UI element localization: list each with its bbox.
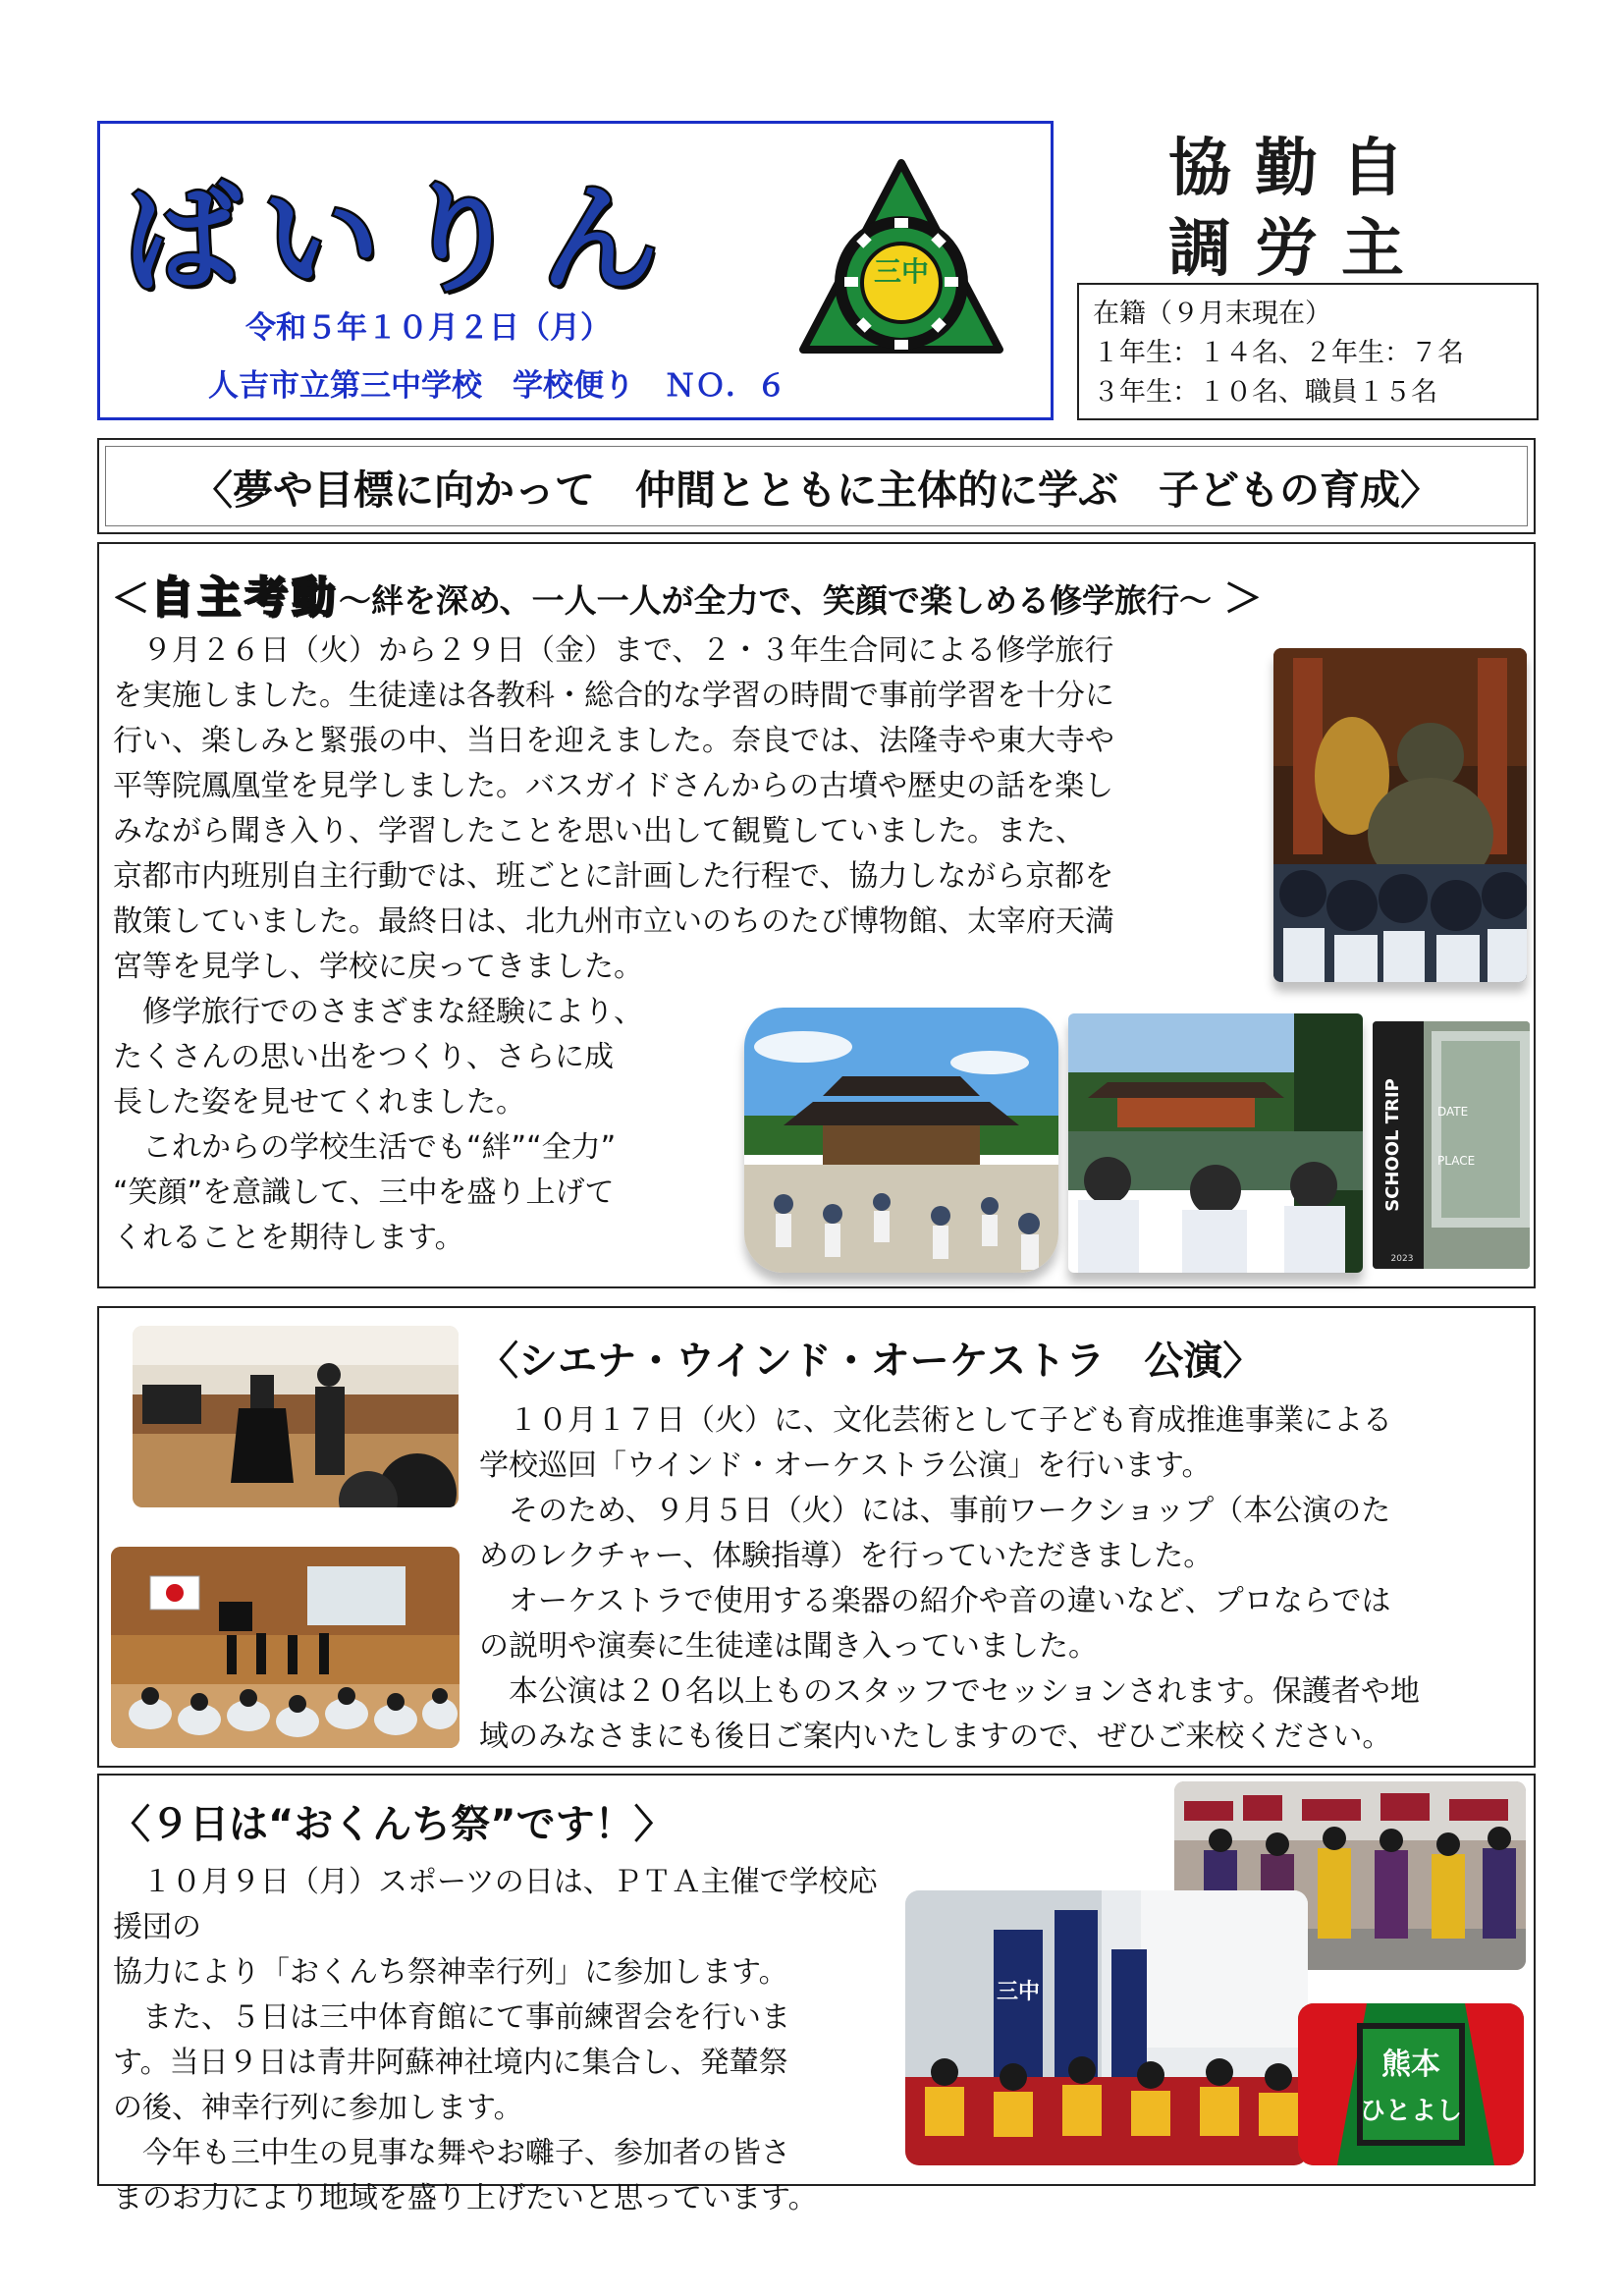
trip-line: 宮等を見学し、学校に戻ってきました。 [113, 950, 643, 984]
orchestra-line: 域のみなさまにも後日ご案内いたしますので、ぜひご来校ください。 [479, 1720, 1392, 1754]
trip-line: 散策していました。最終日は、北九州市立いのちのたび博物館、太宰府天満 [113, 904, 1114, 939]
workshop-photo [111, 1547, 460, 1748]
festival-parade-photo [905, 1890, 1308, 2165]
festival-line: す。当日９日は青井阿蘇神社境内に集合し、発輦祭 [113, 2046, 788, 2080]
todaiji-photo [744, 1008, 1058, 1273]
orchestra-heading: 〈シエナ・ウインド・オーケストラ 公演〉 [479, 1339, 1263, 1384]
trip-line: 平等院鳳凰堂を見学しました。バスガイドさんからの古墳や歴史の話を楽し [113, 769, 1114, 803]
trip-line: を実施しました。生徒達は各教科・総合的な学習の時間で事前学習を十分に [113, 679, 1114, 713]
orchestra-line: めのレクチャー、体験指導）を行っていただきました。 [479, 1539, 1214, 1573]
festival-line: １０月９日（月）スポーツの日は、ＰＴＡ主催で学校応援団の [113, 1865, 878, 1944]
booklet-title: SCHOOL TRIP [1382, 1078, 1403, 1212]
issuer-line: 人吉市立第三中学校 学校便り ＮＯ．６ [208, 368, 786, 404]
festival-heading: 〈９日は“おくんち祭”です！〉 [111, 1802, 674, 1847]
orchestra-line: そのため、９月５日（火）には、事前ワークショップ（本公演のた [479, 1494, 1391, 1528]
trip-heading-rest: ～絆を深め、一人一人が全力で、笑顔で楽しめる修学旅行～ [339, 581, 1213, 620]
trip-line: 京都市内班別自主行動では、班ごとに計画した行程で、協力しながら京都を [113, 859, 1114, 894]
performers-photo [133, 1326, 459, 1507]
trip-line: みながら聞き入り、学習したことを思い出して観覧していました。また、 [113, 814, 1085, 848]
byodoin-photo [1068, 1013, 1363, 1273]
orchestra-line: の説明や演奏に生徒達は聞き入っていました。 [479, 1629, 1098, 1664]
orchestra-line: オーケストラで使用する楽器の紹介や音の違いなど、プロならでは [479, 1584, 1391, 1618]
emblem-text: 三中 [873, 255, 930, 288]
trip-heading-open: ＜ [111, 576, 150, 622]
festival-line: 協力により「おくんち祭神幸行列」に参加します。 [113, 1955, 788, 1990]
orchestra-line: 本公演は２０名以上ものスタッフでセッションされます。保護者や地 [479, 1674, 1420, 1709]
festival-happi-photo [1298, 2003, 1524, 2165]
trip-body-upper [113, 629, 1252, 990]
trip-heading-close: ＞ [1223, 576, 1264, 622]
trip-heading [111, 562, 1263, 625]
booklet-date: DATE [1437, 1105, 1469, 1119]
trip-line: “笑顔”を意識して、三中を盛り上げて [113, 1175, 615, 1210]
enrollment-line-1: １年生：１４名、２年生：７名 [1093, 338, 1464, 368]
festival-line: の後、神幸行列に参加します。 [113, 2091, 523, 2125]
orchestra-line: １０月１７日（火）に、文化芸術として子ども育成推進事業による [479, 1403, 1392, 1438]
orchestra-body [479, 1398, 1528, 1760]
enrollment-line-2: ３年生：１０名、職員１５名 [1093, 377, 1437, 408]
booklet-place: PLACE [1437, 1154, 1476, 1168]
trip-line: くれることを期待します。 [113, 1221, 464, 1255]
trip-line: 行い、楽しみと緊張の中、当日を迎えました。奈良では、法隆寺や東大寺や [113, 724, 1114, 758]
trip-line: 修学旅行でのさまざまな経験により、 [113, 995, 643, 1029]
theme-banner [97, 438, 1536, 534]
enrollment-title: 在籍（９月末現在） [1093, 299, 1331, 329]
trip-body-lower [113, 990, 731, 1261]
festival-line: まのお力により地域を盛り上げたいと思っています。 [113, 2181, 818, 2215]
happi-text-1: 熊本 [1381, 2048, 1440, 2082]
newsletter-title: ばいりん [123, 172, 680, 308]
happi-text-2: ひとよし [1359, 2097, 1463, 2126]
school-emblem-icon [797, 157, 1005, 365]
trip-heading-key: 自主考動 [150, 573, 339, 623]
festival-line: 今年も三中生の見事な舞やお囃子、参加者の皆さ [113, 2136, 790, 2170]
festival-line: また、５日は三中体育館にて事前練習会を行いま [113, 2000, 790, 2035]
school-motto [1159, 118, 1473, 285]
trip-booklet-photo [1373, 1021, 1530, 1269]
motto-row-1: 協勤自 [1168, 132, 1428, 205]
festival-body [113, 1860, 898, 2221]
booklet-year: 2023 [1390, 1254, 1414, 1264]
trip-line: ９月２６日（火）から２９日（金）まで、２・３年生合同による修学旅行 [113, 633, 1114, 668]
motto-row-2: 調労主 [1168, 212, 1428, 286]
parade-banner-text: 三中 [996, 1980, 1041, 2004]
issue-date: 令和５年１０月２日（月） [245, 310, 611, 346]
trip-line: これからの学校生活でも“絆”“全力” [113, 1130, 617, 1165]
theme-text: 〈夢や目標に向かって 仲間とともに主体的に学ぶ 子どもの育成〉 [105, 446, 1528, 526]
trip-line: 長した姿を見せてくれました。 [113, 1085, 525, 1120]
trip-line: たくさんの思い出をつくり、さらに成 [113, 1040, 614, 1074]
orchestra-line: 学校巡回「ウインド・オーケストラ公演」を行います。 [479, 1449, 1212, 1483]
enrollment-box [1077, 283, 1539, 420]
great-buddha-photo [1273, 648, 1527, 982]
